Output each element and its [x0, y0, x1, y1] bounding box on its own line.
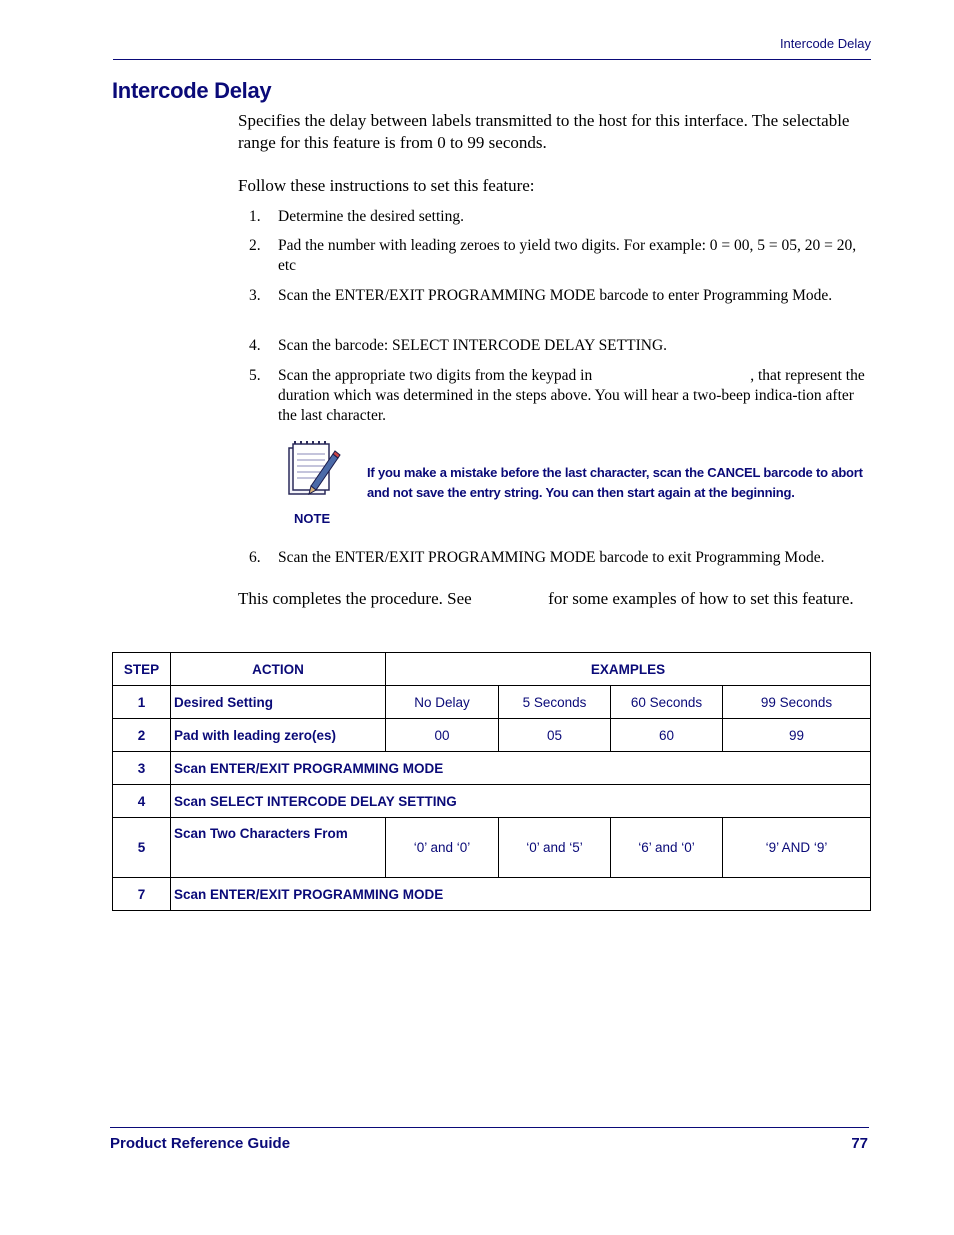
step-1 — [249, 207, 870, 227]
step-text: Scan the barcode: SELECT INTERCODE DELAY SETTING. — [278, 337, 668, 354]
section-title: Intercode Delay — [112, 78, 272, 103]
column-header: STEP — [113, 653, 171, 686]
example-cell: ‘0’ and ‘5’ — [499, 818, 611, 878]
example-cell: ‘0’ and ‘0’ — [386, 818, 499, 878]
step-3 — [249, 286, 870, 306]
step-text: Pad the number with leading zeroes to yield two digits. For example: 0 = 00, 5 = 05, 20 = 20, etc — [278, 237, 857, 274]
step-number: 2. — [249, 237, 261, 254]
intro-paragraph: Specifies the delay between labels transmitted to the host for this interface. The selectable range for this feature is from 0 to 99 seconds. — [238, 111, 850, 152]
table-header-row — [113, 653, 871, 686]
example-cell: 60 — [611, 719, 723, 752]
step-4 — [249, 336, 870, 356]
examples-table — [112, 652, 871, 911]
table-row — [113, 686, 871, 719]
table-row — [113, 719, 871, 752]
step-text — [278, 366, 870, 426]
column-header: EXAMPLES — [386, 653, 871, 686]
completion-paragraph — [238, 588, 870, 610]
step-text-part: Scan the appropriate two digits from the keypad in — [278, 367, 593, 384]
completion-text: This completes the procedure. See — [238, 589, 472, 608]
action-cell: Scan ENTER/EXIT PROGRAMMING MODE — [171, 878, 871, 911]
header-rule — [113, 59, 871, 60]
step-number: 4. — [249, 337, 261, 354]
action-cell: Scan ENTER/EXIT PROGRAMMING MODE — [171, 752, 871, 785]
step-number: 5. — [249, 367, 261, 384]
action-cell: Scan SELECT INTERCODE DELAY SETTING — [171, 785, 871, 818]
step-number: 6. — [249, 549, 261, 566]
step-2 — [249, 236, 870, 276]
running-header: Intercode Delay — [779, 36, 871, 51]
step-text: Scan the ENTER/EXIT PROGRAMMING MODE barcode to exit Programming Mode. — [278, 549, 825, 566]
example-cell: ‘6’ and ‘0’ — [611, 818, 723, 878]
step-cell: 4 — [113, 785, 171, 818]
example-cell: ‘9’ AND ‘9’ — [723, 818, 871, 878]
step-6 — [249, 548, 870, 568]
action-cell: Scan Two Characters From — [171, 818, 386, 878]
action-cell: Desired Setting — [171, 686, 386, 719]
note-label: NOTE — [294, 511, 331, 526]
table-row — [113, 818, 871, 878]
step-5 — [249, 366, 870, 426]
step-number: 1. — [249, 208, 261, 225]
note-text: If you make a mistake before the last character, scan the CANCEL barcode to abort and not save the entry string. You can then start again at the beginning. — [367, 465, 863, 500]
step-cell: 3 — [113, 752, 171, 785]
step-cell: 1 — [113, 686, 171, 719]
step-cell: 2 — [113, 719, 171, 752]
table-row — [113, 785, 871, 818]
step-cell: 5 — [113, 818, 171, 878]
footer-rule — [110, 1127, 869, 1128]
example-cell: 5 Seconds — [499, 686, 611, 719]
example-cell: 99 — [723, 719, 871, 752]
note-pad-icon — [285, 438, 343, 498]
instructions-lead: Follow these instructions to set this feature: — [238, 176, 535, 195]
example-cell: 60 Seconds — [611, 686, 723, 719]
example-cell: 99 Seconds — [723, 686, 871, 719]
example-cell: No Delay — [386, 686, 499, 719]
step-text: Determine the desired setting. — [278, 208, 464, 225]
example-cell: 00 — [386, 719, 499, 752]
step-text: Scan the ENTER/EXIT PROGRAMMING MODE barcode to enter Programming Mode. — [278, 287, 833, 304]
action-cell: Pad with leading zero(es) — [171, 719, 386, 752]
table-row — [113, 878, 871, 911]
example-cell: 05 — [499, 719, 611, 752]
page-number: 77 — [851, 1135, 868, 1152]
completion-text: for some examples of how to set this feature. — [548, 589, 854, 608]
column-header: ACTION — [171, 653, 386, 686]
step-number: 3. — [249, 287, 261, 304]
step-text-part: , that represent the duration which was determined in the steps above. You will hear a two-beep indica-tion after the last character. — [278, 367, 865, 424]
table-row — [113, 752, 871, 785]
step-cell: 7 — [113, 878, 171, 911]
footer-guide-title: Product Reference Guide — [110, 1135, 291, 1152]
